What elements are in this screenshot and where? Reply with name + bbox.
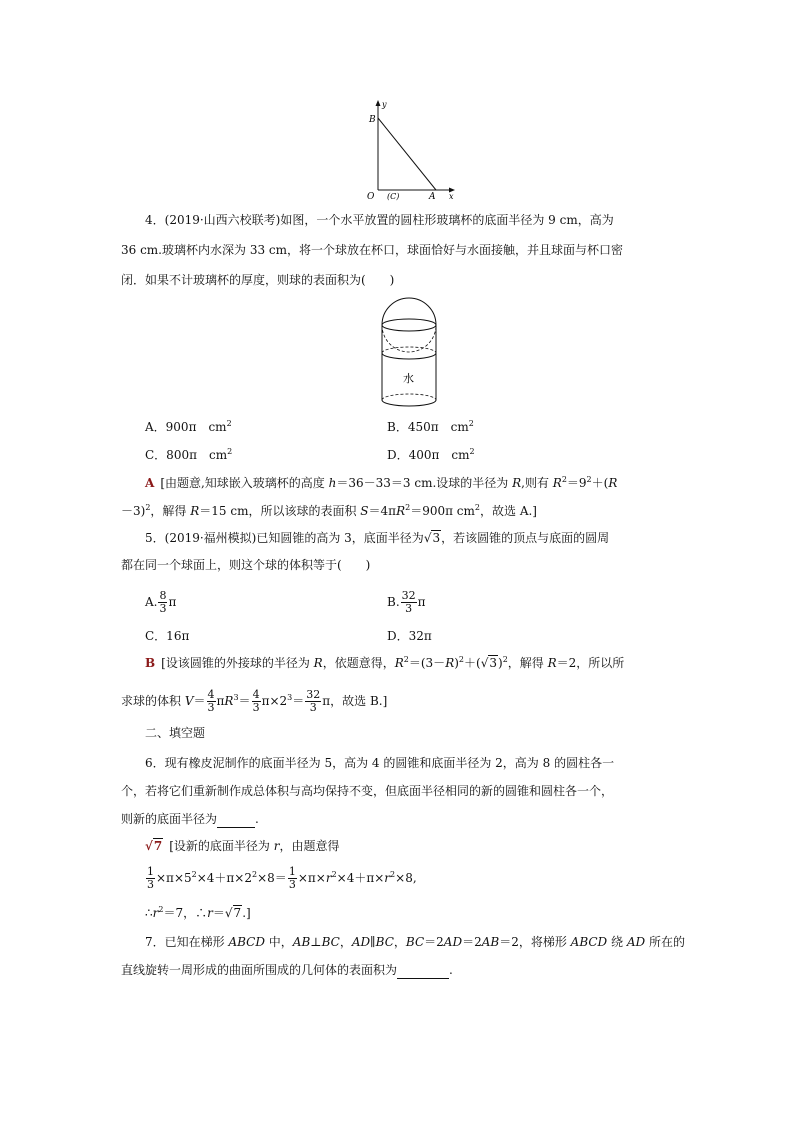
label-y: y [382,100,387,109]
cylinder-sphere-figure [372,292,446,410]
q6-line-1: 6．现有橡皮泥制作的底面半径为 5，高为 4 的圆锥和底面半径为 2，高为 8 的圆柱各一 [145,756,615,770]
q6-solution-line-1: √7 [设新的底面半径为 r，由题意得 [145,839,340,853]
y-axis-arrow [376,100,381,106]
q4-answer: A [145,476,155,490]
label-b: B [369,115,376,125]
water-surface-front [382,353,436,359]
q5-line-2: 都在同一个球面上，则这个球的体积等于( ) [121,558,371,572]
q6-answer-blank [217,811,255,828]
q5-option-d: D．32π [387,629,432,643]
q6-conclusion: $\therefore r^2=7$，∴r＝√7.] [145,905,251,920]
section-heading: 二、填空题 [145,726,206,740]
cup-bottom-back [382,394,436,400]
q4-option-a: A．900π $cm^2$ [145,419,232,434]
q6-line-2: 个，若将它们重新制作成总体积与高均保持不变，但底面半径相同的新的圆锥和圆柱各一个， [121,784,614,798]
label-a: A [429,192,436,202]
q4-line-3: 闭．如果不计玻璃杯的厚度，则球的表面积为( ) [121,273,395,287]
q4-option-c: C．800π $cm^2$ [145,447,233,462]
label-o: O [367,192,375,202]
q4-option-d: D．400π $cm^2$ [387,447,475,462]
q6-equation: $\frac{1}{3}$ $\times\pi\times 5^2\times 4+\pi\times 2^2\times 8=$ $\frac{1}{3}$ $\times\pi\times r^2\times 4+\pi\times r^2\times 8$, [147,865,417,891]
q4-solution-line-2: －3)$^2$，解得 R＝15 cm，所以该球的表面积 $S=4\pi R^2=900\pi$ $cm^2$，故选 A.] [121,503,537,518]
q4-option-b: B．450π $cm^2$ [387,419,474,434]
q5-option-b: B. $\frac{32}{3}$ π [387,589,426,615]
coordinate-figure [360,98,460,202]
q5-option-a: A. $\frac{8}{3}$ π [145,589,177,615]
q7-answer-blank [397,962,449,979]
q4-solution-line-1: A [由题意,知球嵌入玻璃杯的高度 h＝36－33＝3 cm.设球的半径为 R,则有 $R^2=9^2+(R$ [145,475,618,490]
q6-line-3: 则新的底面半径为 . [121,812,259,826]
cup-bottom-front [382,400,436,406]
q5-solution-line-1: B [设该圆锥的外接球的半径为 R，依题意得，$R^2=(3-R)^2+(√3)^2$，解得 R＝2，所以所 [145,655,625,670]
segment-ab [378,118,436,190]
label-c: (C) [387,192,400,201]
q5-option-c: C．16π [145,629,190,643]
q7-line-2: 直线旋转一周形成的曲面所围成的几何体的表面积为 . [121,963,453,977]
q7-line-1: 7．已知在梯形 ABCD 中，AB⊥BC，AD∥BC，BC＝2AD＝2AB＝2，将梯形 ABCD 绕 AD 所在的 [145,935,685,949]
q5-solution-line-2: 求球的体积 V＝ $\frac{4}{3}$ $\pi R^3=$ $\frac{4}{3}$ $\pi\times 2^3=$ $\frac{32}{3}$ π，故选 B.] [121,688,388,714]
q5-line-1: 5．(2019·福州模拟)已知圆锥的高为 3，底面半径为√3，若该圆锥的顶点与底面的圆周 [145,531,610,545]
q4-line-1: 4．(2019·山西六校联考)如图，一个水平放置的圆柱形玻璃杯的底面半径为 9 cm，高为 [145,213,614,227]
cup-rim [382,319,436,331]
q4-line-2: 36 cm.玻璃杯内水深为 33 cm，将一个球放在杯口，球面恰好与水面接触，并且球面与杯口密 [121,243,623,257]
q6-answer: √7 [145,839,163,853]
q5-answer: B [145,656,156,670]
label-x: x [449,192,454,201]
water-label: 水 [403,372,414,385]
